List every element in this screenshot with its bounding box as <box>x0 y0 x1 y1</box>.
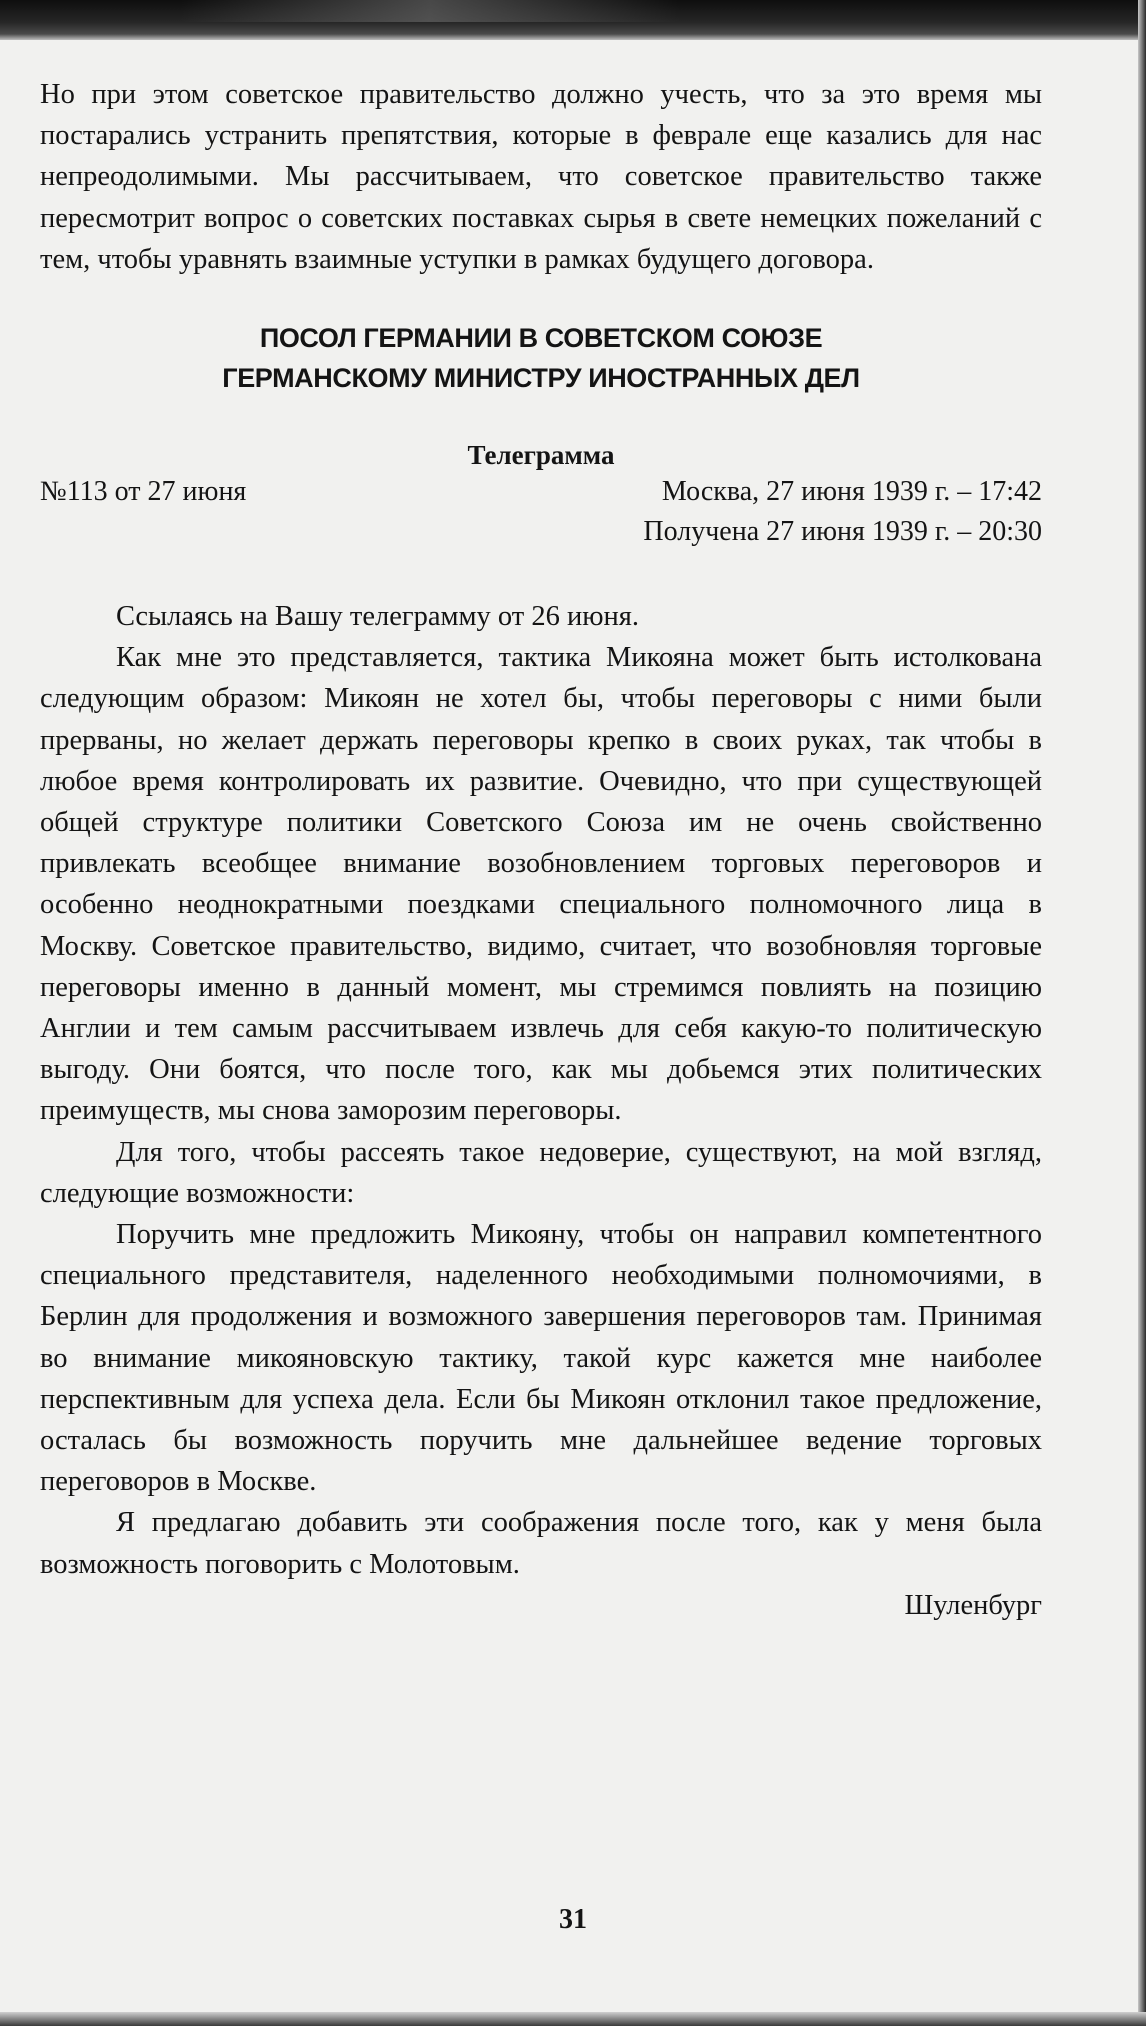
intro-paragraph: Но при этом советское правительство должно учесть, что за это время мы постарались устранить препятствия, которые в феврале еще казались для нас непреодолимыми. Мы рассчитываем, что советское правительство также пересмотрит вопрос о советских поставках сырья в свете немецких пожеланий с тем, чтобы уравнять взаимные уступки в рамках будущего договора. <box>40 79 1042 275</box>
body-paragraph: Как мне это представляется, тактика Микояна может быть истолкована следующим образом: Микоян не хотел бы, чтобы переговоры с ними были прерваны, но желает держать переговоры крепко в своих руках, так чтобы в любое время контролировать их развитие. Очевидно, что при существующей общей структуре политики Советского Союза им не очень свойственно привлекать всеобщее внимание возобновлением торговых переговоров и особенно неоднократными поездками специального полномочного лица в Москву. Советское правительство, видимо, считает, что возобновляя торговые переговоры именно в данный момент, мы стремимся повлиять на позицию Англии и тем самым рассчитываем извлечь для себя какую-то политическую выгоду. Они боятся, что после того, как мы добьемся этих политических преимуществ, мы снова заморозим переговоры. <box>40 642 1042 1127</box>
heading-line-recipient: ГЕРМАНСКОМУ МИНИСТРУ ИНОСТРАННЫХ ДЕЛ <box>222 363 860 394</box>
body-paragraph: Ссылаясь на Вашу телеграмму от 26 июня. <box>116 601 640 633</box>
page-number: 31 <box>559 1904 587 1935</box>
heading-line-sender: ПОСОЛ ГЕРМАНИИ В СОВЕТСКОМ СОЮЗЕ <box>259 323 823 354</box>
page-bottom-edge-shadow <box>0 2012 1146 2026</box>
document-page <box>40 74 1042 1626</box>
page-right-edge-shadow <box>1138 0 1146 2026</box>
body-paragraph: Поручить мне предложить Микояну, чтобы он направил компетентного специального представителя, наделенного необходимыми полномочиями, в Берлин для продолжения и возможного завершения переговоров там. Принимая во внимание микояновскую тактику, такой курс кажется мне наиболее перспективным для успеха дела. Если бы Микоян отклонил такое предложение, осталась бы возможность поручить мне дальнейшее ведение торговых переговоров в Москве. <box>40 1219 1042 1498</box>
document-heading <box>40 318 1042 398</box>
telegram-label: Телеграмма <box>467 440 615 471</box>
body-paragraph: Для того, чтобы рассеять такое недоверие, существуют, на мой взгляд, следующие возможности: <box>40 1136 1042 1209</box>
body-paragraph: Я предлагаю добавить эти соображения после того, как у меня была возможность поговорить с Молотовым. <box>40 1507 1042 1580</box>
telegram-number: №113 от 27 июня <box>40 476 247 508</box>
page-top-edge-highlight <box>180 0 680 22</box>
telegram-meta-row <box>40 472 1042 512</box>
telegram-sent-datetime: Москва, 27 июня 1939 г. – 17:42 <box>661 476 1042 508</box>
signature: Шуленбург <box>904 1589 1042 1621</box>
telegram-received-datetime: Получена 27 июня 1939 г. – 20:30 <box>643 516 1042 548</box>
telegram-body <box>40 596 1042 1585</box>
